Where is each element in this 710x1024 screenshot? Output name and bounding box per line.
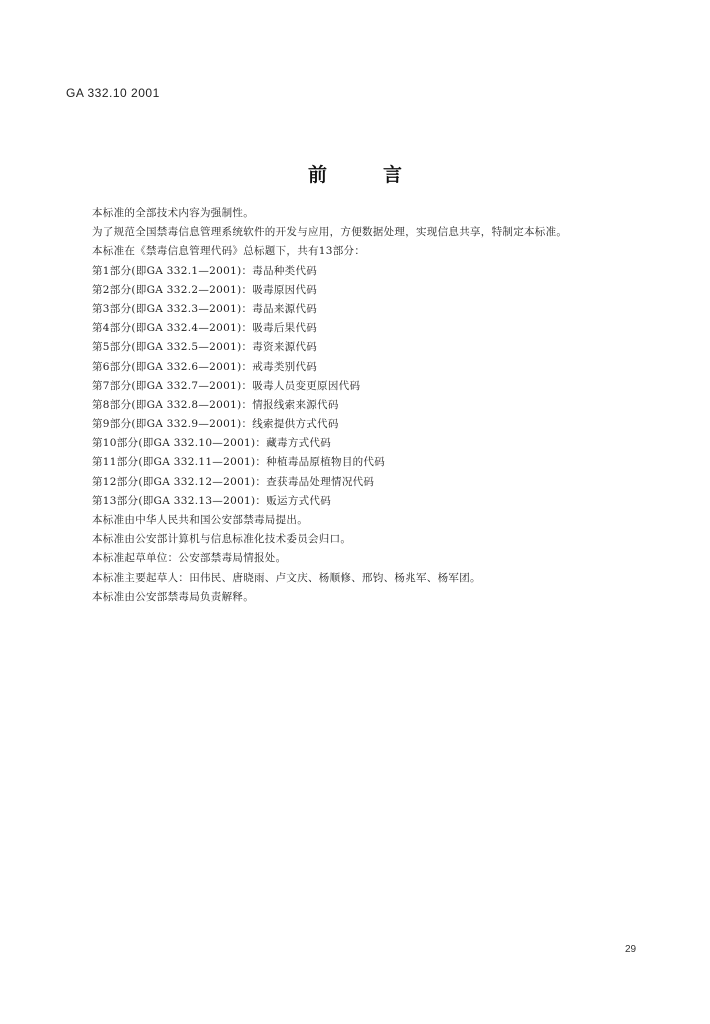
standard-code: GA 332.10 2001 bbox=[66, 86, 160, 100]
part-list-item: 第10部分(即GA 332.10—2001)：藏毒方式代码 bbox=[92, 437, 332, 450]
preface-line: 为了规范全国禁毒信息管理系统软件的开发与应用，方便数据处理，实现信息共享，特制定本标准。 bbox=[92, 226, 568, 239]
preface-line: 本标准在《禁毒信息管理代码》总标题下，共有13部分： bbox=[92, 245, 366, 258]
part-list-item: 第13部分(即GA 332.13—2001)：贩运方式代码 bbox=[92, 494, 332, 507]
preface-line: 本标准由中华人民共和国公安部禁毒局提出。 bbox=[92, 514, 308, 526]
part-list-item: 第11部分(即GA 332.11—2001)：种植毒品原植物目的代码 bbox=[92, 456, 386, 469]
part-list-item: 第2部分(即GA 332.2—2001)：吸毒原因代码 bbox=[92, 283, 318, 296]
part-list-item: 第6部分(即GA 332.6—2001)：戒毒类别代码 bbox=[92, 360, 318, 373]
part-list-item: 第7部分(即GA 332.7—2001)：吸毒人员变更原因代码 bbox=[92, 379, 361, 392]
part-list-item: 第8部分(即GA 332.8—2001)：情报线索来源代码 bbox=[92, 398, 339, 411]
page-number: 29 bbox=[625, 944, 637, 955]
part-list-item: 第9部分(即GA 332.9—2001)：线索提供方式代码 bbox=[92, 418, 339, 431]
part-list-item: 第4部分(即GA 332.4—2001)：吸毒后果代码 bbox=[92, 322, 318, 335]
part-list-item: 第1部分(即GA 332.1—2001)：毒品种类代码 bbox=[92, 264, 318, 277]
preface-body bbox=[92, 204, 672, 607]
part-list-item: 第3部分(即GA 332.3—2001)：毒品来源代码 bbox=[92, 302, 318, 315]
part-list-item: 第12部分(即GA 332.12—2001)：查获毒品处理情况代码 bbox=[92, 475, 375, 488]
preface-line: 本标准由公安部禁毒局负责解释。 bbox=[92, 590, 254, 603]
preface-line: 本标准起草单位：公安部禁毒局情报处。 bbox=[92, 552, 287, 565]
page-title: 前言 bbox=[307, 164, 458, 186]
part-list-item: 第5部分(即GA 332.5—2001)：毒资来源代码 bbox=[92, 341, 318, 354]
preface-line: 本标准由公安部计算机与信息标准化技术委员会归口。 bbox=[92, 533, 352, 546]
preface-line: 本标准主要起草人：田伟民、唐晓雨、卢文庆、杨顺修、邢钧、杨兆军、杨军团。 bbox=[92, 571, 481, 584]
preface-line: 本标准的全部技术内容为强制性。 bbox=[92, 207, 254, 219]
